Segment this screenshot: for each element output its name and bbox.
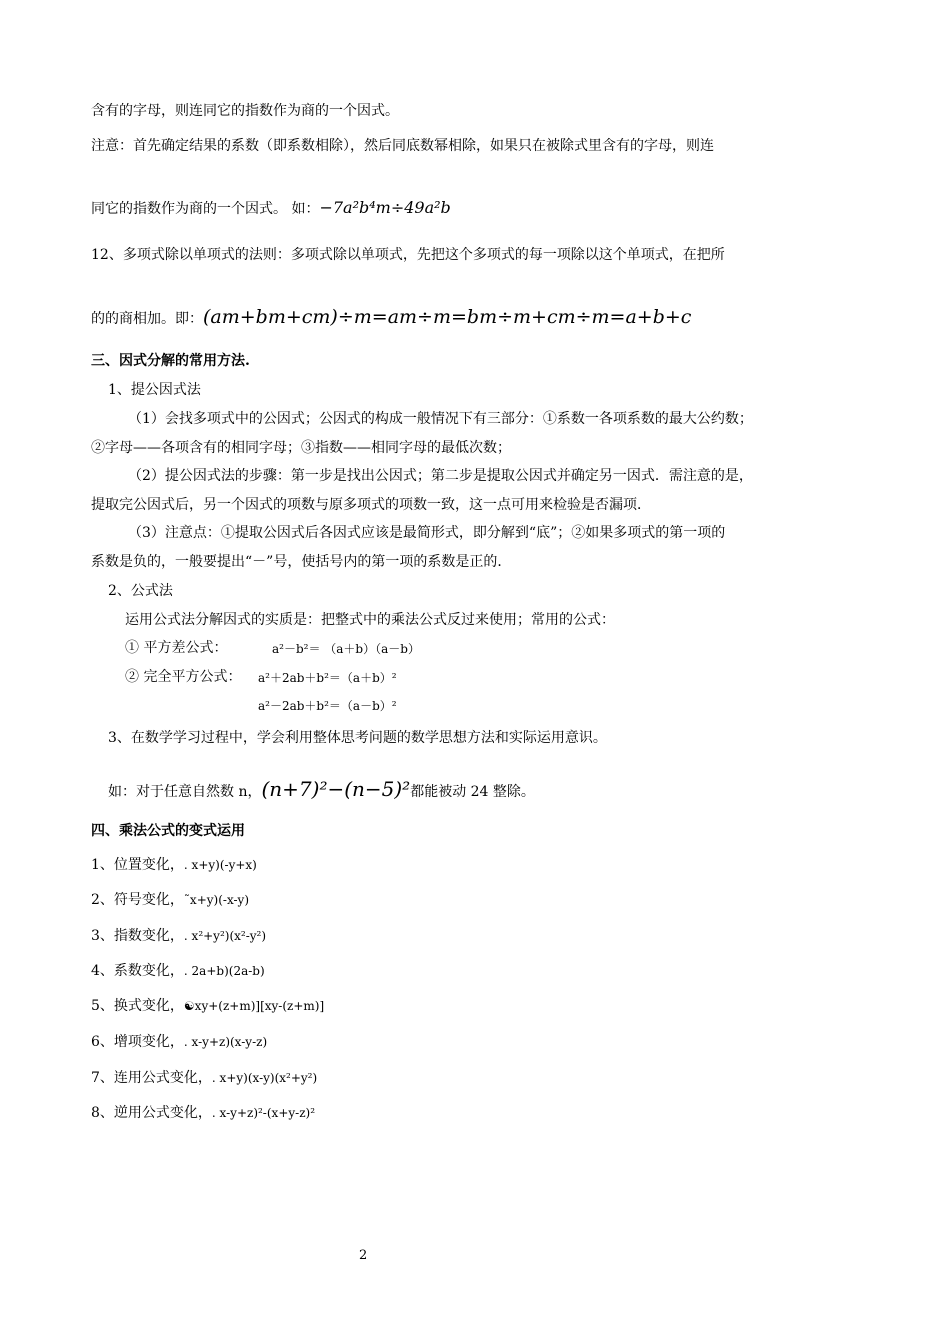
text-segment: 都能被动 24 整除。: [410, 784, 535, 800]
formula-math: a²＋2ab＋b²＝（a＋b）²: [258, 671, 397, 685]
item-math: ˜x+y)(-x-y): [183, 893, 250, 907]
item-math: . x²+y²)(x²-y²): [183, 929, 267, 943]
list-item: [91, 1068, 317, 1088]
item-label: 7、连用公式变化，: [91, 1070, 212, 1086]
item-math: ☯xy+(z+m)][xy-(z+m)]: [183, 999, 325, 1013]
math-expression: −7a²b⁴m÷49a²b: [319, 198, 451, 217]
math-expression: (am+bm+cm)÷m=am÷m=bm÷m+cm÷m=a+b+c: [203, 306, 692, 328]
list-item: [91, 855, 257, 875]
text-line: 提取完公因式后，另一个因式的项数与原多项式的项数一致，这一点可用来检验是否漏项．: [91, 497, 651, 513]
math-expression: (n+7)²−(n−5)²: [261, 777, 411, 801]
list-item: [91, 1032, 267, 1052]
section-heading: 三、因式分解的常用方法.: [91, 353, 250, 369]
section-heading: 四、乘法公式的变式运用: [91, 823, 245, 839]
item-math: . x-y+z)²-(x+y-z)²: [211, 1106, 316, 1120]
list-item: [91, 996, 324, 1016]
formula-label: ② 完全平方公式：: [125, 669, 242, 685]
item-label: 1、位置变化，: [91, 857, 184, 873]
subsection-heading: 2、公式法: [108, 583, 173, 599]
list-item: [91, 890, 249, 910]
text-line: 12、多项式除以单项式的法则：多项式除以单项式，先把这个多项式的每一项除以这个单项式，在把所: [91, 247, 725, 263]
item-label: 8、逆用公式变化，: [91, 1105, 212, 1121]
text-line: 注意：首先确定结果的系数（即系数相除），然后同底数幂相除，如果只在被除式里含有的字母，则连: [91, 138, 714, 154]
text-line: （2）提公因式法的步骤：第一步是找出公因式；第二步是提取公因式并确定另一因式．需注意的是，: [128, 468, 753, 484]
text-line: [91, 198, 451, 219]
text-line: [108, 774, 535, 807]
item-math: . 2a+b)(2a-b): [183, 964, 265, 978]
subsection-heading: 3、在数学学习过程中，学会利用整体思考问题的数学思想方法和实际运用意识。: [108, 730, 607, 746]
text-segment: 的的商相加。即：: [91, 311, 203, 327]
text-segment: 如：对于任意自然数 n，: [108, 784, 262, 800]
item-math: . x+y)(-y+x): [183, 858, 257, 872]
text-line: （1）会找多项式中的公因式；公因式的构成一般情况下有三部分：①系数一各项系数的最大公约数；: [128, 411, 753, 427]
text-line: 含有的字母，则连同它的指数作为商的一个因式。: [91, 103, 399, 119]
text-segment: 同它的指数作为商的一个因式。 如：: [91, 201, 320, 217]
list-item: [91, 961, 265, 981]
item-label: 4、系数变化，: [91, 963, 184, 979]
formula-math: a²－b²＝ （a＋b）（a－b）: [272, 642, 420, 656]
text-line: 系数是负的，一般要提出“－”号，使括号内的第一项的系数是正的．: [91, 554, 512, 570]
item-math: . x-y+z)(x-y-z): [183, 1035, 268, 1049]
item-math: . x+y)(x-y)(x²+y²): [211, 1071, 318, 1085]
text-line: 运用公式法分解因式的实质是：把整式中的乘法公式反过来使用；常用的公式：: [125, 612, 615, 628]
formula-label: ① 平方差公式：: [125, 640, 228, 656]
text-line: [91, 304, 691, 332]
list-item: [91, 926, 266, 946]
item-label: 2、符号变化，: [91, 892, 184, 908]
subsection-heading: 1、提公因式法: [108, 382, 201, 398]
item-label: 5、换式变化，: [91, 998, 184, 1014]
list-item: [91, 1103, 315, 1123]
text-line: ②字母——各项含有的相同字母；③指数——相同字母的最低次数；: [91, 440, 511, 456]
item-label: 3、指数变化，: [91, 928, 184, 944]
item-label: 6、增项变化，: [91, 1034, 184, 1050]
text-line: （3）注意点：①提取公因式后各因式应该是最简形式，即分解到“底”；②如果多项式的第一项的: [128, 525, 726, 541]
formula-math: a²－2ab＋b²＝（a－b）²: [258, 699, 397, 713]
page-number: 2: [359, 1248, 368, 1263]
